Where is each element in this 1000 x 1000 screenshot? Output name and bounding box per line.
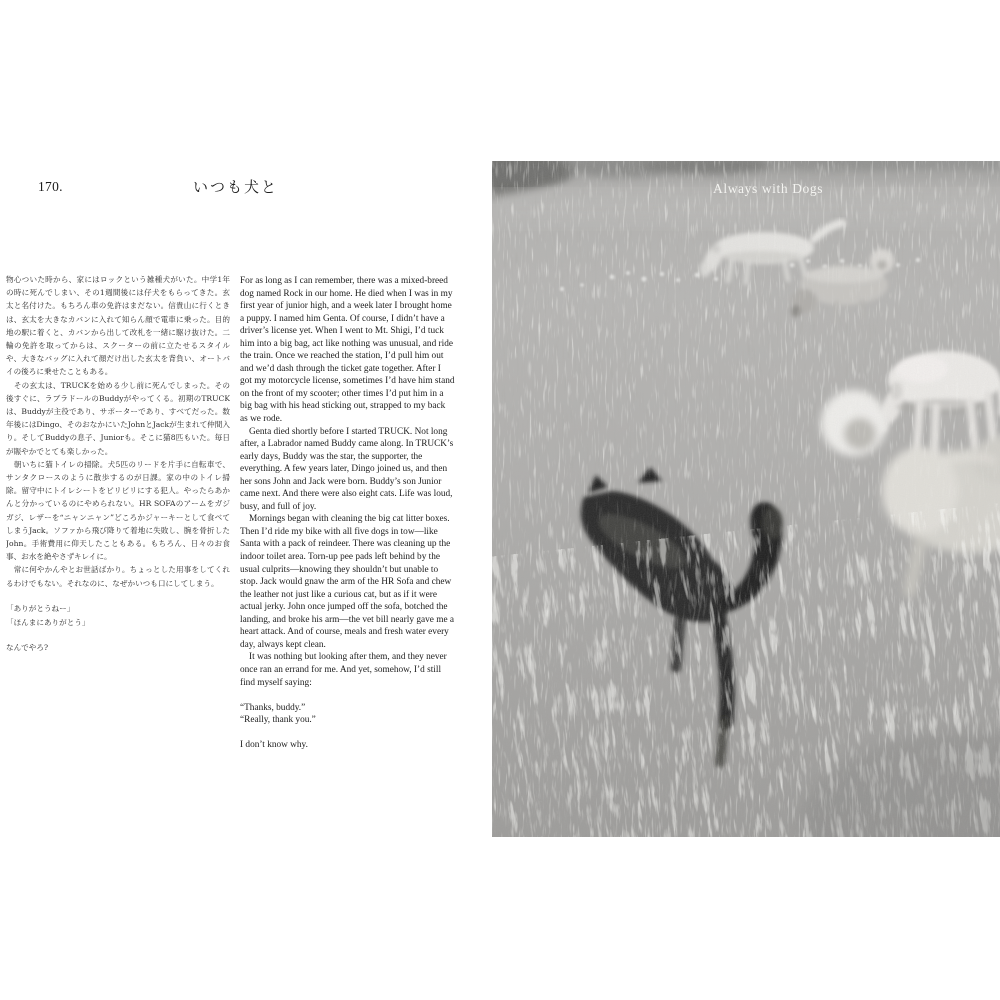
jp-paragraph: 常に何やかんやとお世話ばかり。ちょっとした用事をしてくれるわけでもない。それなのに、なぜかいつも口にしてしまう。 — [6, 565, 230, 588]
en-closing-line: I don’t know why. — [240, 740, 308, 751]
en-paragraph: Mornings began with cleaning the big cat litter boxes. Then I’d ride my bike with all five dogs in tow—like Santa with a pack of reindeer. There was cleaning up the indoor toilet area. Torn-up pee pads left behind by the usual culprits—knowing they shouldn’t but unable to stop. Jack would gnaw the arm of the HR Sofa and chew the leather not just like a curious cat, but as if it were actual jerky. John once jumped off the sofa, botched the landing, and broke his arm—the vet bill nearly gave me a heart attack. And of course, meals and fresh water every day, always kept clean. — [240, 514, 455, 650]
page-number: 170. — [38, 179, 63, 194]
dogs-photo-illustration — [492, 161, 1000, 837]
film-grain — [492, 161, 1000, 837]
photo-caption: Always with Dogs — [713, 181, 824, 196]
en-paragraph: For as long as I can remember, there was a mixed-breed dog named Rock in our home. He died when I was in my first year of junior high, and a week later I brought home a puppy. I named him Genta. Of course, I didn’t have a driver’s license yet. When I went to Mt. Shigi, I’d tuck him into a big bag, act like nothing was unusual, and ride the train. Once we reached the station, I’d pull him out and we’d dash through the ticket gate together. After I got my motorcycle license, sometimes I’d have him stand on the front of my scooter; other times I’d put him in a big bag with his head sticking out, strapped to my back as we rode. — [240, 276, 455, 425]
jp-quote-line: 「ありがとうねー」 — [6, 604, 75, 614]
english-text-column — [240, 275, 455, 752]
en-quote-line: “Thanks, buddy.” — [240, 702, 306, 713]
jp-quote-line: 「ほんまにありがとう」 — [6, 617, 90, 627]
jp-paragraph: 朝いちに猫トイレの掃除。犬5匹のリードを片手に自転車で、サンタクロースのように散歩するのが日課。家の中のトイレ掃除。留守中にトイレシートをビリビリにする犯人。やったらあかんと分かっているのにやめられない。HR SOFAのアームをガジガジ、レザーを“ニャンニャン”どころかジャーキーとして食べてしまうJack。ソファから飛び降りて着地に失敗し、腕を骨折したJohn。手術費用に仰天したこともある。もちろん、日々のお食事、お水を絶やさずキレイに。 — [6, 459, 230, 562]
en-paragraph: Genta died shortly before I started TRUCK. Not long after, a Labrador named Buddy came along. In TRUCK’s early days, Buddy was the star, the supporter, the everything. A few years later, Dingo joined us, and then her sons John and Jack were born. Buddy’s son Junior came next. And there were also eight cats. Life was loud, busy, and full of joy. — [240, 426, 454, 512]
en-quote-line: “Really, thank you.” — [240, 715, 316, 726]
jp-paragraph: その玄太は、TRUCKを始める少し前に死んでしまった。その後すぐに、ラブラドールのBuddyがやってくる。初期のTRUCKは、Buddyが主役であり、サポーターであり、すべてだった。数年後にはDingo、そのおなかにいたJohnとJackが生まれて仲間入り。そしてBuddyの息子、Juniorも。そこに猫8匹もいた。毎日が賑やかでとても楽しかった。 — [6, 380, 230, 456]
jp-closing-line: なんでやろ? — [6, 643, 49, 653]
jp-paragraph: 物心ついた時から、家にはロックという雑種犬がいた。中学1年の時に死んでしまい、その1週間後には仔犬をもらってきた。玄太と名付けた。もちろん車の免許はまだない。信貴山に行くときは、玄太を大きなカバンに入れて知らん顔で電車に乗った。目的地の駅に着くと、カバンから出して改札を一緒に駆け抜けた。二輪の免許を取ってからは、スクーターの前に立たせるスタイルや、大きなバッグに入れて顔だけ出した玄太を背負い、オートバイの後ろに乗せたこともある。 — [6, 275, 230, 377]
en-paragraph: It was nothing but looking after them, and they never once ran an errand for me. And yet, somehow, I’d still find myself saying: — [240, 652, 447, 688]
japanese-text-column — [6, 273, 230, 693]
chapter-title-japanese: いつも犬と — [193, 178, 279, 196]
dogs-photograph — [492, 161, 1000, 837]
